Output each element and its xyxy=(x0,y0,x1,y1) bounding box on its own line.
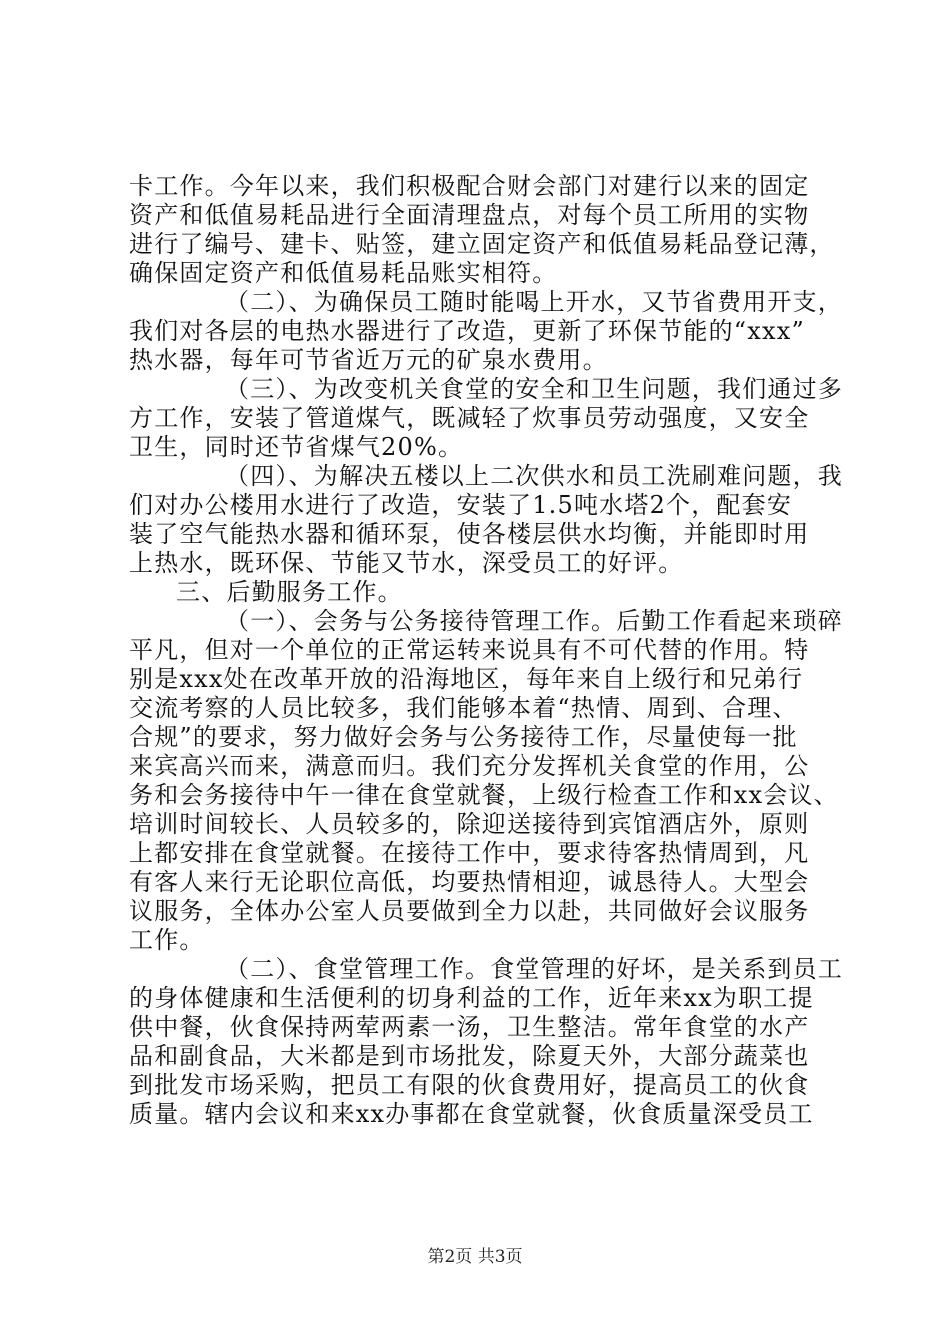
text-line: 资产和低值易耗品进行全面清理盘点，对每个员工所用的实物 xyxy=(129,201,810,229)
text-line: （四）、为解决五楼以上二次供水和员工洗刷难问题，我 xyxy=(225,462,843,490)
text-line: 上热水，既环保、节能又节水，深受员工的好评。 xyxy=(129,549,684,577)
text-line: 议服务，全体办公室人员要做到全力以赴，共同做好会议服务 xyxy=(129,897,810,925)
text-line: 务和会务接待中午一律在食堂就餐，上级行检查工作和xx会议、 xyxy=(129,781,839,809)
text-line: （二）、为确保员工随时能喝上开水，又节省费用开支， xyxy=(225,288,843,316)
text-line: 培训时间较长、人员较多的，除迎送接待到宾馆酒店外，原则 xyxy=(129,810,810,838)
document-body xyxy=(129,172,843,1129)
text-line: 平凡，但对一个单位的正常运转来说具有不可代替的作用。特 xyxy=(129,636,810,664)
text-line: 到批发市场采购，把员工有限的伙食费用好，提高员工的伙食 xyxy=(129,1071,810,1099)
text-line: 的身体健康和生活便利的切身利益的工作，近年来xx为职工提 xyxy=(129,984,814,1012)
text-line: 来宾高兴而来，满意而归。我们充分发挥机关食堂的作用，公 xyxy=(129,752,810,780)
text-line: （一）、会务与公务接待管理工作。后勤工作看起来琐碎 xyxy=(225,607,843,635)
text-line: 进行了编号、建卡、贴签，建立固定资产和低值易耗品登记薄， xyxy=(129,230,835,258)
text-line: 热水器，每年可节省近万元的矿泉水费用。 xyxy=(129,346,608,374)
text-line: 卫生，同时还节省煤气20%。 xyxy=(129,433,464,461)
text-line: （三）、为改变机关食堂的安全和卫生问题，我们通过多 xyxy=(225,375,843,403)
text-line: 品和副食品，大米都是到市场批发，除夏天外，大部分蔬菜也 xyxy=(129,1042,810,1070)
text-line: 上都安排在食堂就餐。在接待工作中，要求待客热情周到，凡 xyxy=(129,839,810,867)
text-line: 合规”的要求，努力做好会务与公务接待工作，尽量使每一批 xyxy=(129,723,798,751)
text-line: 工作。 xyxy=(129,926,205,954)
text-line: （二）、食堂管理工作。食堂管理的好坏，是关系到员工 xyxy=(225,955,843,983)
text-line: 供中餐，伙食保持两荤两素一汤，卫生整洁。常年食堂的水产 xyxy=(129,1013,810,1041)
text-line: 方工作，安装了管道煤气，既减轻了炊事员劳动强度，又安全 xyxy=(129,404,810,432)
text-line: 卡工作。今年以来，我们积极配合财会部门对建行以来的固定 xyxy=(129,172,810,200)
text-line: 装了空气能热水器和循环泵，使各楼层供水均衡，并能即时用 xyxy=(129,520,810,548)
text-line: 三、后勤服务工作。 xyxy=(176,578,403,606)
text-line: 们对办公楼用水进行了改造，安装了1.5吨水塔2个，配套安 xyxy=(129,491,793,519)
page-footer: 第2页 共3页 xyxy=(427,1247,523,1267)
text-line: 别是xxx处在改革开放的沿海地区，每年来自上级行和兄弟行 xyxy=(129,665,804,693)
text-line: 质量。辖内会议和来xx办事都在食堂就餐，伙食质量深受员工 xyxy=(129,1100,814,1128)
text-line: 我们对各层的电热水器进行了改造，更新了环保节能的“xxx” xyxy=(129,317,805,345)
text-line: 交流考察的人员比较多，我们能够本着“热情、周到、合理、 xyxy=(129,694,798,722)
text-line: 确保固定资产和低值易耗品账实相符。 xyxy=(129,259,558,287)
text-line: 有客人来行无论职位高低，均要热情相迎，诚恳待人。大型会 xyxy=(129,868,810,896)
